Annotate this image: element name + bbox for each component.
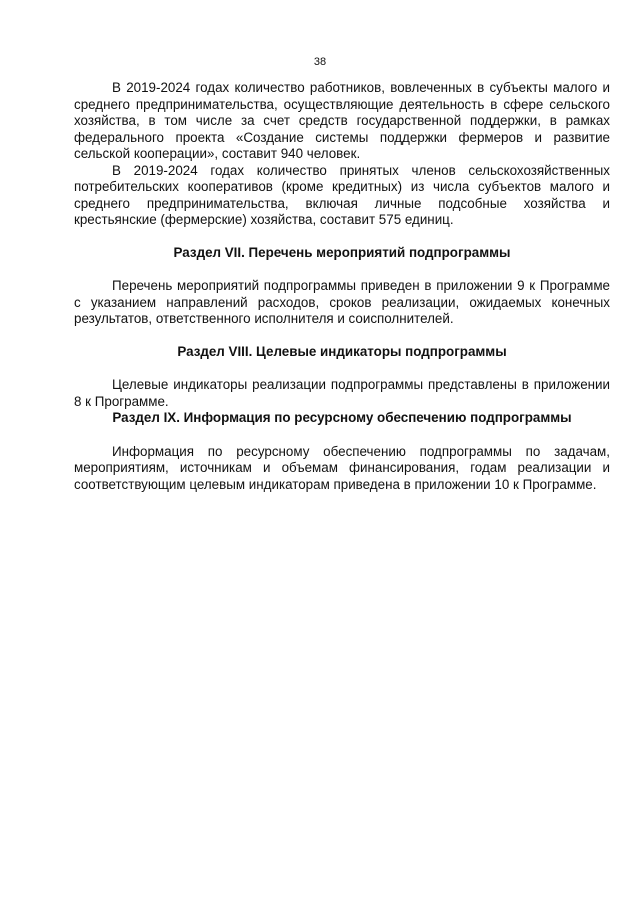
page-number: 38 bbox=[313, 56, 327, 68]
document-body bbox=[74, 80, 610, 493]
section-8-heading: Раздел VIII. Целевые индикаторы подпрограммы bbox=[177, 343, 507, 359]
section-7-heading: Раздел VII. Перечень мероприятий подпрограммы bbox=[173, 244, 511, 260]
paragraph-activities-list: Перечень мероприятий подпрограммы приведен в приложении 9 к Программе с указанием направлений расходов, сроков реализации, ожидаемых конечных результатов, ответственного исполнителя и соисполнителей. bbox=[74, 278, 610, 326]
paragraph-cooperative-members: В 2019-2024 годах количество принятых членов сельскохозяйственных потребительских кооперативов (кроме кредитных) из числа субъектов малого и среднего предпринимательства, включая личные подсобные хозяйства и крестьянские (фермерские) хозяйства, составит 575 единиц. bbox=[74, 162, 610, 227]
paragraph-workers: В 2019-2024 годах количество работников, вовлеченных в субъекты малого и среднего предпринимательства, осуществляющие деятельность в сфере сельского хозяйства, в том числе за счет средств государственной поддержки, в рамках федерального проекта «Создание системы поддержки фермеров и развитие сельской кооперации», составит 940 человек. bbox=[74, 80, 610, 161]
paragraph-target-indicators: Целевые индикаторы реализации подпрограммы представлены в приложении 8 к Программе. bbox=[74, 377, 610, 409]
section-9-heading: Раздел IX. Информация по ресурсному обеспечению подпрограммы bbox=[112, 410, 572, 425]
paragraph-resource-provision: Информация по ресурсному обеспечению подпрограммы по задачам, мероприятиям, источникам и объемам финансирования, годам реализации и соответствующим целевым индикаторам приведена в приложении 10 к Программе. bbox=[74, 443, 610, 492]
